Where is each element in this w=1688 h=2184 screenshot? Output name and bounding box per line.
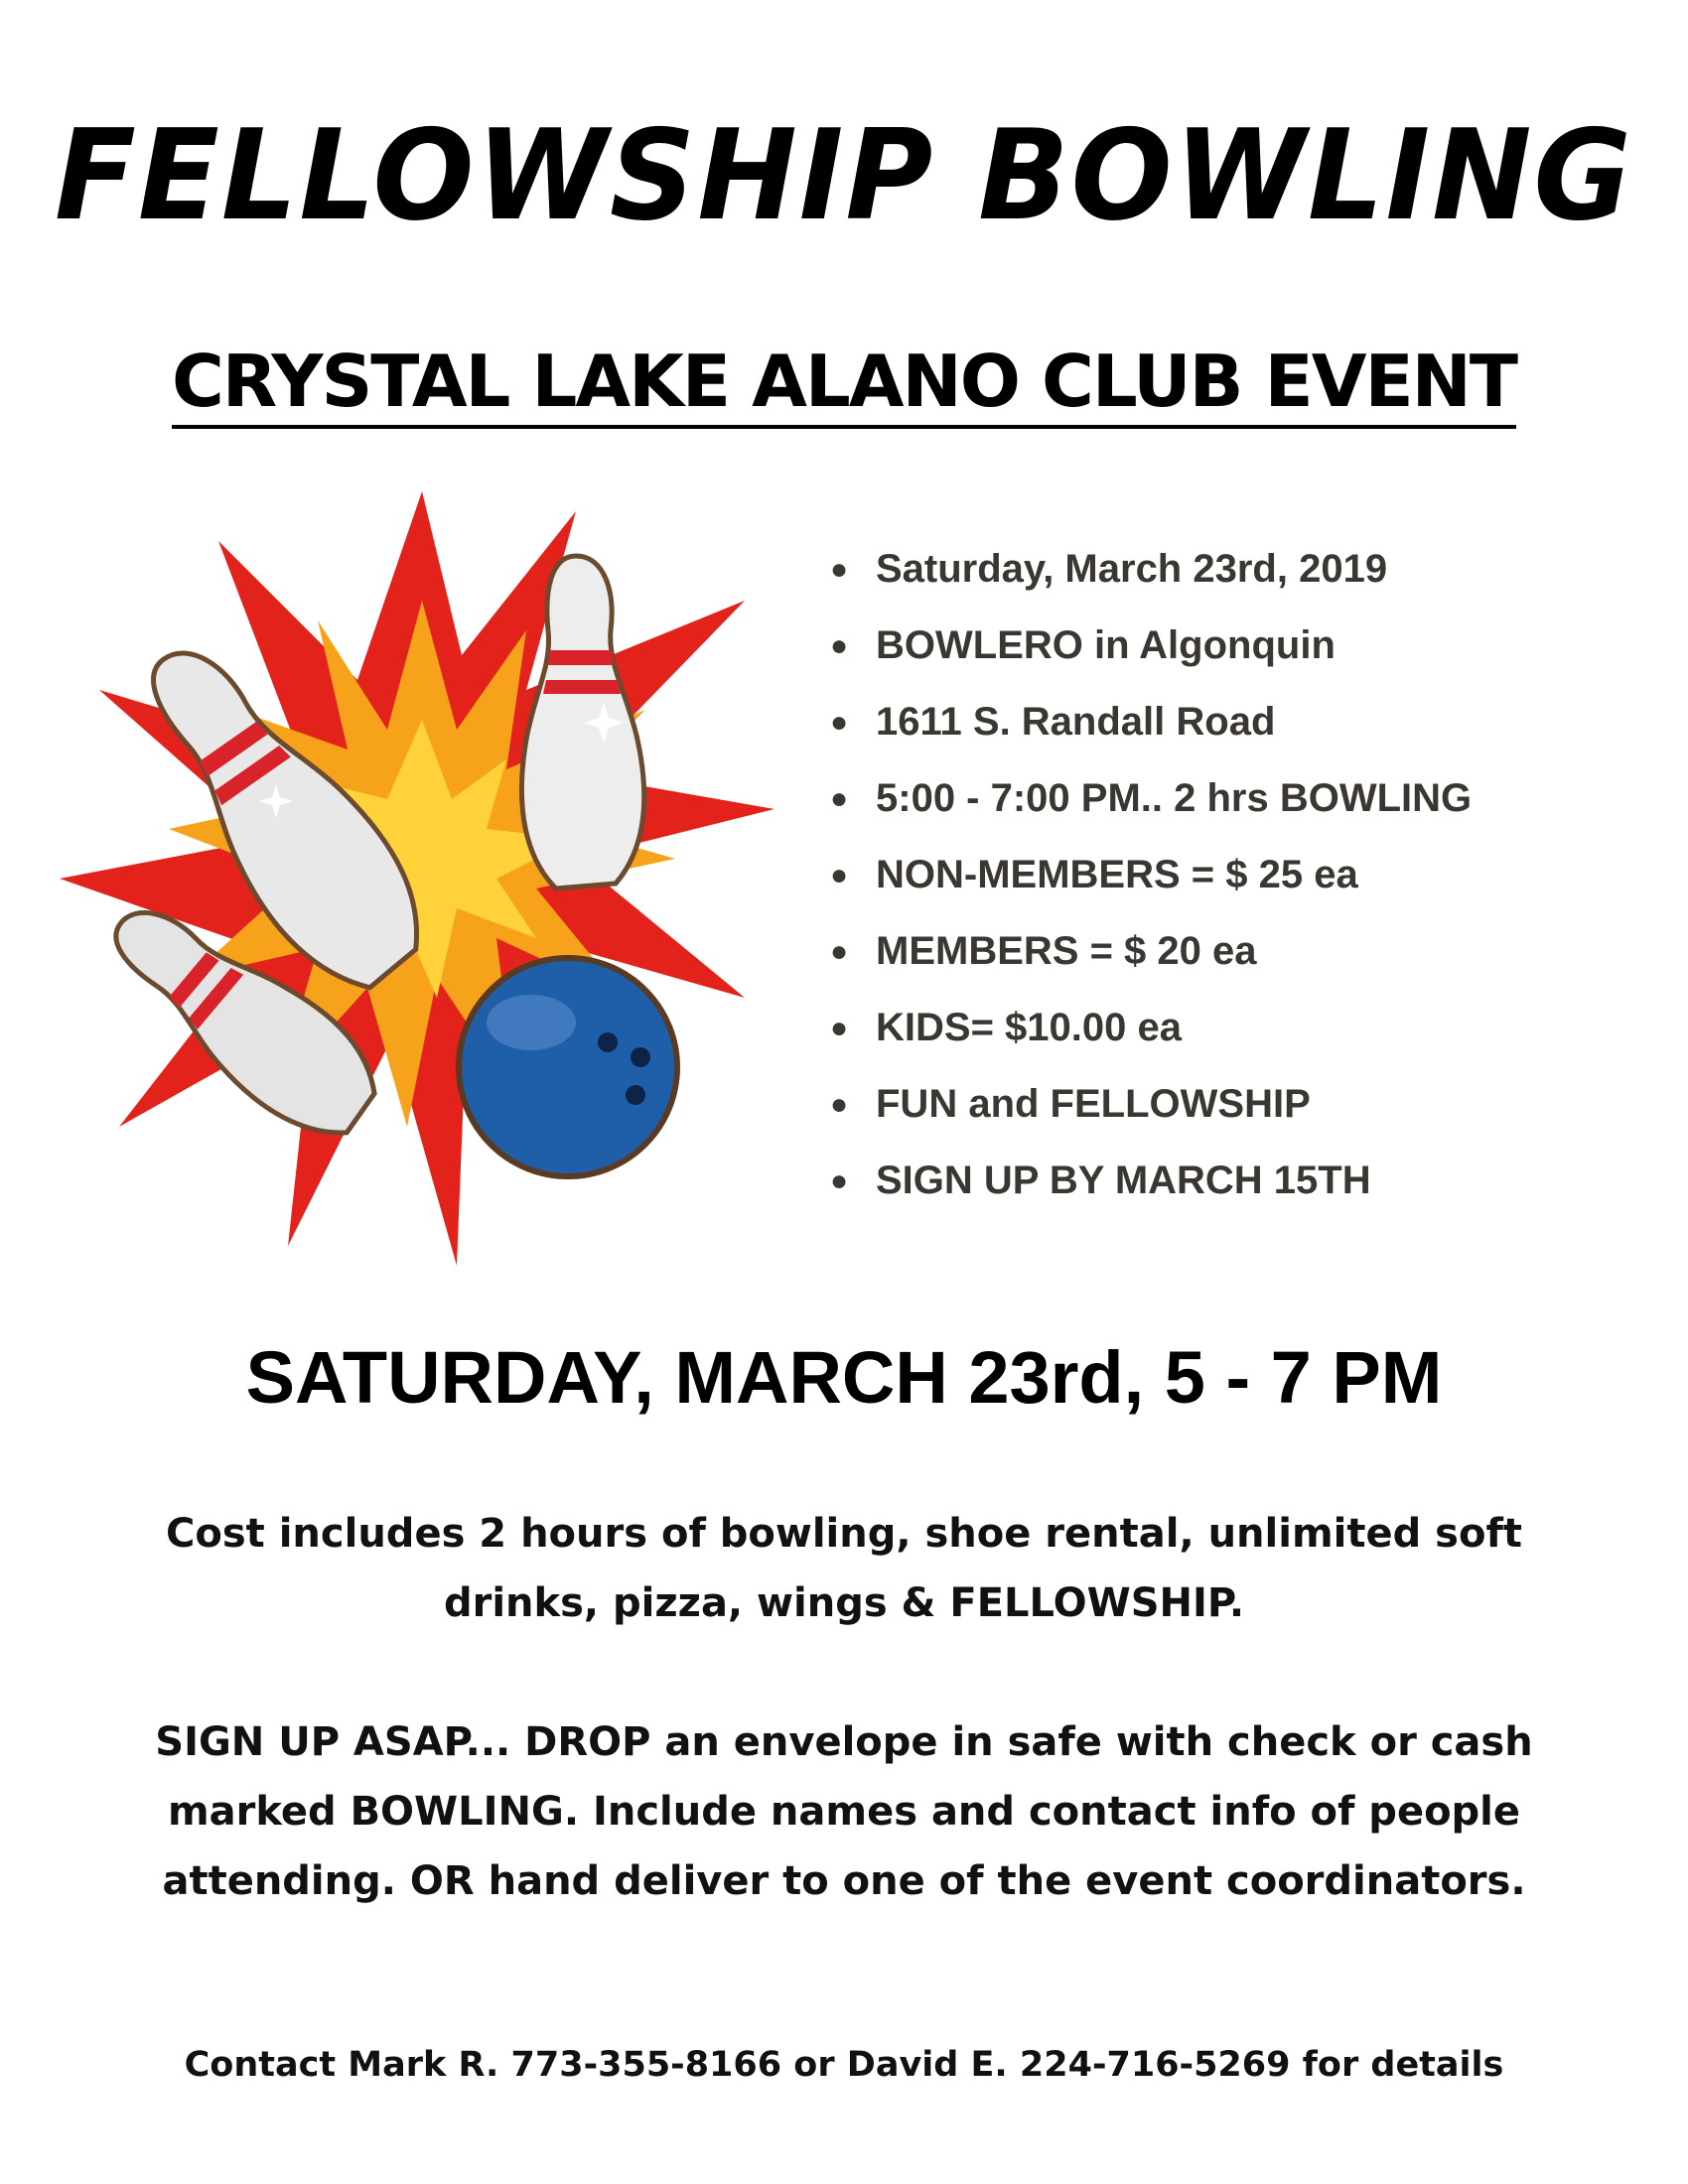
detail-item	[814, 1143, 1668, 1219]
bullet-icon: ●	[830, 935, 849, 968]
event-details-list	[814, 531, 1668, 1219]
detail-text: Saturday, March 23rd, 2019	[876, 547, 1388, 591]
detail-item	[814, 608, 1668, 684]
detail-item	[814, 837, 1668, 913]
date-banner: SATURDAY, MARCH 23rd, 5 - 7 PM	[245, 1336, 1443, 1419]
subtitle-text: CRYSTAL LAKE ALANO CLUB EVENT	[172, 340, 1516, 429]
bullet-icon: ●	[830, 859, 849, 891]
bullet-icon: ●	[830, 1012, 849, 1044]
flyer-subtitle	[0, 340, 1688, 423]
contact-line: Contact Mark R. 773-355-8166 or David E. 224-716-5269 for details	[184, 2045, 1504, 2085]
detail-item	[814, 990, 1668, 1066]
detail-text: FUN and FELLOWSHIP	[876, 1082, 1311, 1126]
bullet-icon: ●	[830, 782, 849, 815]
flyer-title: FELLOWSHIP BOWLING	[54, 103, 1634, 249]
detail-text: NON-MEMBERS = $ 25 ea	[876, 853, 1358, 896]
detail-text: KIDS= $10.00 ea	[876, 1006, 1182, 1049]
detail-item	[814, 913, 1668, 990]
bullet-icon: ●	[830, 553, 849, 586]
signup-paragraph: SIGN UP ASAP... DROP an envelope in safe with check or cash marked BOWLING. Include names and contact info of people attending. OR hand deliver to one of the event coordinators.	[155, 1719, 1533, 1904]
detail-item	[814, 1066, 1668, 1143]
detail-item	[814, 684, 1668, 760]
detail-text: 5:00 - 7:00 PM.. 2 hrs BOWLING	[876, 776, 1473, 820]
detail-item	[814, 760, 1668, 837]
bullet-icon: ●	[830, 706, 849, 739]
bullet-icon: ●	[830, 1088, 849, 1121]
cost-paragraph: Cost includes 2 hours of bowling, shoe rental, unlimited soft drinks, pizza, wings & FELLOWSHIP.	[166, 1511, 1522, 1626]
bowling-illustration	[60, 481, 784, 1276]
bowling-strike-icon	[60, 481, 784, 1276]
detail-text: 1611 S. Randall Road	[876, 700, 1276, 744]
detail-item	[814, 531, 1668, 608]
detail-text: BOWLERO in Algonquin	[876, 623, 1336, 667]
detail-text: SIGN UP BY MARCH 15TH	[876, 1159, 1371, 1202]
detail-text: MEMBERS = $ 20 ea	[876, 929, 1257, 973]
bullet-icon: ●	[830, 629, 849, 662]
bullet-icon: ●	[830, 1164, 849, 1197]
bowling-ball	[459, 958, 677, 1176]
